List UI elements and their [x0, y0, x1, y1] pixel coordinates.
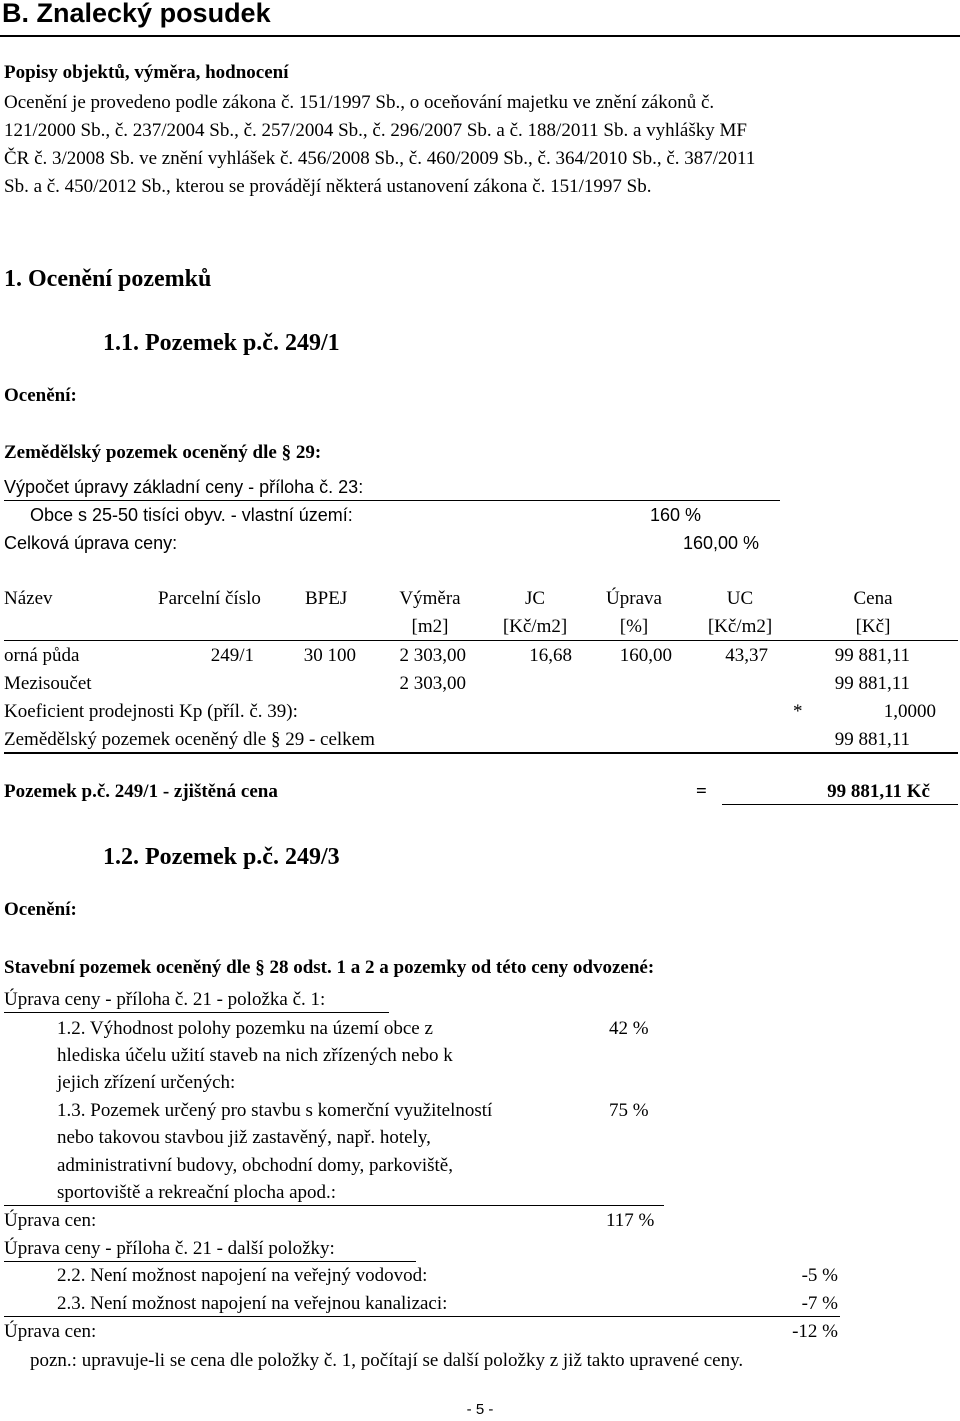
land-type-heading: Zemědělský pozemek oceněný dle § 29: — [4, 442, 322, 463]
intro-line: Sb. a č. 450/2012 Sb., kterou se provádějí některá ustanovení zákona č. 151/1997 Sb. — [4, 176, 652, 197]
kp-value: 1,0000 — [883, 701, 936, 722]
adjustment-title-rule — [4, 1012, 389, 1013]
land-type-heading: Stavební pozemek oceněný dle § 28 odst. 1 a 2 a pozemky od této ceny odvozené: — [4, 957, 655, 978]
heading-rule — [0, 35, 960, 37]
calc-label: Výpočet úpravy základní ceny - příloha č. 23: — [4, 477, 364, 497]
further-sum-value: -12 % — [792, 1321, 838, 1342]
adjust-sum-rule — [4, 1205, 664, 1206]
table-header-rule — [4, 640, 958, 641]
further-adjust-title: Úprava ceny - příloha č. 21 - další položky: — [4, 1238, 335, 1259]
document-heading: B. Znalecký posudek — [2, 0, 271, 28]
adjust-sum-label: Úprava cen: — [4, 1210, 97, 1231]
kp-label: Koeficient prodejnosti Kp (příl. č. 39): — [4, 701, 298, 722]
row-jc: 16,68 — [529, 645, 572, 666]
adjust-item-line: administrativní budovy, obchodní domy, parkoviště, — [57, 1155, 453, 1176]
further-item-label: 2.2. Není možnost napojení na veřejný vodovod: — [57, 1265, 428, 1286]
row-area: 2 303,00 — [399, 645, 466, 666]
parcel-title: 1.1. Pozemek p.č. 249/1 — [103, 330, 340, 356]
calc-rule — [4, 500, 780, 501]
row-bpej: 30 100 — [303, 645, 356, 666]
col-header-uc: UC — [726, 588, 754, 609]
col-header-jc: JC — [524, 588, 546, 609]
further-sum-label: Úprava cen: — [4, 1321, 97, 1342]
col-unit-price: [Kč] — [855, 616, 891, 637]
parcel-title: 1.2. Pozemek p.č. 249/3 — [103, 844, 340, 870]
col-header-bpej: BPEJ — [305, 588, 348, 609]
total-adjustment-value: 160,00 % — [683, 533, 760, 553]
intro-line: ČR č. 3/2008 Sb. ve znění vyhlášek č. 456/2008 Sb., č. 460/2009 Sb., č. 364/2010 Sb., č. 387/2011 — [4, 148, 756, 169]
note-text: pozn.: upravuje-li se cena dle položky č. 1, počítají se další položky z již takto upravené ceny. — [30, 1350, 744, 1371]
land-total-price: 99 881,11 — [834, 729, 910, 750]
section-title: 1. Ocenění pozemků — [4, 266, 212, 292]
adjust-item-line: 1.2. Výhodnost polohy pozemku na území obce z — [57, 1018, 433, 1039]
adjustment-value: 160 % — [650, 505, 702, 525]
col-header-name: Název — [4, 588, 53, 609]
kp-operator: * — [793, 701, 803, 722]
page-number: - 5 - — [466, 1401, 494, 1418]
further-sum-rule — [4, 1316, 840, 1317]
col-unit-uc: [Kč/m2] — [707, 616, 773, 637]
section-subheading: Popisy objektů, výměra, hodnocení — [4, 62, 289, 83]
table-bottom-rule — [4, 752, 958, 754]
valuation-label: Ocenění: — [4, 899, 77, 920]
row-parcel: 249/1 — [210, 645, 254, 666]
adjust-item-line: hlediska účelu užití staveb na nich zřízených nebo k — [57, 1045, 453, 1066]
col-header-parcel: Parcelní číslo — [158, 588, 261, 609]
adjustment-label: Obce s 25-50 tisíci obyv. - vlastní území: — [30, 505, 353, 525]
row-adjust: 160,00 — [619, 645, 672, 666]
subtotal-area: 2 303,00 — [399, 673, 466, 694]
col-header-area: Výměra — [399, 588, 461, 609]
further-item-label: 2.3. Není možnost napojení na veřejnou kanalizaci: — [57, 1293, 448, 1314]
adjust-item-value: 75 % — [609, 1100, 649, 1121]
col-header-price: Cena — [853, 588, 893, 609]
col-unit-adjust: [%] — [619, 616, 649, 637]
subtotal-price: 99 881,11 — [834, 673, 910, 694]
adjustment-title: Úprava ceny - příloha č. 21 - položka č. 1: — [4, 989, 326, 1010]
further-item-value: -7 % — [801, 1293, 838, 1314]
adjust-item-line: jejich zřízení určených: — [57, 1072, 236, 1093]
result-value: 99 881,11 Kč — [827, 781, 930, 802]
subtotal-label: Mezisoučet — [4, 673, 92, 694]
row-price: 99 881,11 — [834, 645, 910, 666]
adjust-sum-value: 117 % — [606, 1210, 655, 1231]
result-rule — [722, 804, 958, 805]
intro-line: Ocenění je provedeno podle zákona č. 151/1997 Sb., o oceňování majetku ve znění zákonů č. — [4, 92, 715, 113]
adjust-item-line: sportoviště a rekreační plocha apod.: — [57, 1182, 337, 1203]
adjust-item-value: 42 % — [609, 1018, 649, 1039]
col-unit-jc: [Kč/m2] — [502, 616, 568, 637]
result-equals: = — [696, 781, 707, 802]
adjust-item-line: 1.3. Pozemek určený pro stavbu s komerční využitelností — [57, 1100, 493, 1121]
total-adjustment-label: Celková úprava ceny: — [4, 533, 178, 553]
adjust-item-line: nebo takovou stavbou již zastavěný, např. hotely, — [57, 1127, 431, 1148]
col-unit-area: [m2] — [411, 616, 449, 637]
valuation-label: Ocenění: — [4, 385, 77, 406]
row-name: orná půda — [4, 645, 80, 666]
intro-line: 121/2000 Sb., č. 237/2004 Sb., č. 257/2004 Sb., č. 296/2007 Sb. a č. 188/2011 Sb. a vyhlášky MF — [4, 120, 747, 141]
further-item-value: -5 % — [801, 1265, 838, 1286]
result-label: Pozemek p.č. 249/1 - zjištěná cena — [4, 781, 278, 802]
further-adjust-rule — [4, 1261, 416, 1262]
row-uc: 43,37 — [725, 645, 768, 666]
land-total-label: Zemědělský pozemek oceněný dle § 29 - celkem — [4, 729, 375, 750]
col-header-adjust: Úprava — [606, 588, 662, 609]
